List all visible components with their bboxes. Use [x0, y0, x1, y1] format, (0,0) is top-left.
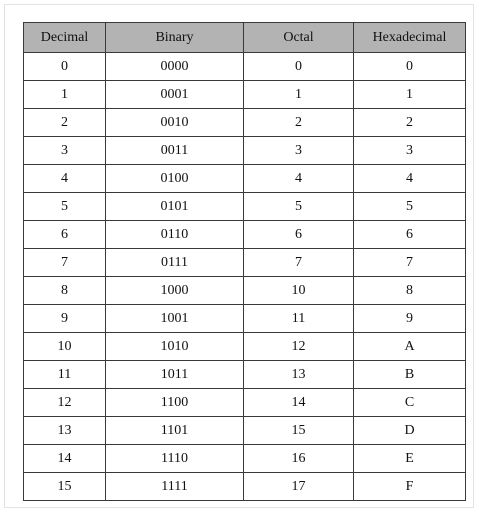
- hexadecimal-cell: 9: [354, 305, 466, 333]
- header-binary: Binary: [106, 23, 244, 53]
- table-row: [24, 361, 466, 389]
- octal-cell: 17: [244, 473, 354, 501]
- table-header: [24, 23, 466, 53]
- table-row: [24, 445, 466, 473]
- table-row: [24, 389, 466, 417]
- hexadecimal-cell: F: [354, 473, 466, 501]
- octal-cell: 7: [244, 249, 354, 277]
- table-row: [24, 277, 466, 305]
- octal-cell: 1: [244, 81, 354, 109]
- decimal-cell: 9: [24, 305, 106, 333]
- octal-cell: 10: [244, 277, 354, 305]
- hexadecimal-cell: 3: [354, 137, 466, 165]
- decimal-cell: 8: [24, 277, 106, 305]
- binary-cell: 1101: [106, 417, 244, 445]
- octal-cell: 11: [244, 305, 354, 333]
- binary-cell: 0100: [106, 165, 244, 193]
- binary-cell: 0101: [106, 193, 244, 221]
- octal-cell: 15: [244, 417, 354, 445]
- table-row: [24, 417, 466, 445]
- decimal-cell: 0: [24, 53, 106, 81]
- decimal-cell: 6: [24, 221, 106, 249]
- hexadecimal-cell: B: [354, 361, 466, 389]
- octal-cell: 0: [244, 53, 354, 81]
- octal-cell: 12: [244, 333, 354, 361]
- table-row: [24, 193, 466, 221]
- table-row: [24, 165, 466, 193]
- decimal-cell: 3: [24, 137, 106, 165]
- binary-cell: 1011: [106, 361, 244, 389]
- octal-cell: 6: [244, 221, 354, 249]
- number-system-conversion-table: [23, 22, 466, 501]
- table-row: [24, 221, 466, 249]
- decimal-cell: 11: [24, 361, 106, 389]
- decimal-cell: 5: [24, 193, 106, 221]
- decimal-cell: 7: [24, 249, 106, 277]
- hexadecimal-cell: 5: [354, 193, 466, 221]
- binary-cell: 0011: [106, 137, 244, 165]
- image-frame: [4, 4, 474, 508]
- binary-cell: 0000: [106, 53, 244, 81]
- hexadecimal-cell: D: [354, 417, 466, 445]
- decimal-cell: 14: [24, 445, 106, 473]
- octal-cell: 13: [244, 361, 354, 389]
- octal-cell: 14: [244, 389, 354, 417]
- octal-cell: 4: [244, 165, 354, 193]
- hexadecimal-cell: 8: [354, 277, 466, 305]
- decimal-cell: 4: [24, 165, 106, 193]
- hexadecimal-cell: 1: [354, 81, 466, 109]
- decimal-cell: 13: [24, 417, 106, 445]
- table-row: [24, 109, 466, 137]
- table-row: [24, 137, 466, 165]
- hexadecimal-cell: 6: [354, 221, 466, 249]
- hexadecimal-cell: 2: [354, 109, 466, 137]
- table-row: [24, 305, 466, 333]
- decimal-cell: 1: [24, 81, 106, 109]
- hexadecimal-cell: A: [354, 333, 466, 361]
- table-row: [24, 53, 466, 81]
- table-body: [24, 53, 466, 501]
- hexadecimal-cell: E: [354, 445, 466, 473]
- header-octal: Octal: [244, 23, 354, 53]
- binary-cell: 0111: [106, 249, 244, 277]
- decimal-cell: 15: [24, 473, 106, 501]
- header-hexadecimal: Hexadecimal: [354, 23, 466, 53]
- header-row: [24, 23, 466, 53]
- header-decimal: Decimal: [24, 23, 106, 53]
- binary-cell: 0010: [106, 109, 244, 137]
- decimal-cell: 10: [24, 333, 106, 361]
- table-row: [24, 333, 466, 361]
- binary-cell: 1100: [106, 389, 244, 417]
- binary-cell: 1000: [106, 277, 244, 305]
- table-row: [24, 81, 466, 109]
- decimal-cell: 12: [24, 389, 106, 417]
- octal-cell: 5: [244, 193, 354, 221]
- octal-cell: 16: [244, 445, 354, 473]
- binary-cell: 1111: [106, 473, 244, 501]
- decimal-cell: 2: [24, 109, 106, 137]
- binary-cell: 0110: [106, 221, 244, 249]
- octal-cell: 2: [244, 109, 354, 137]
- table-row: [24, 473, 466, 501]
- hexadecimal-cell: 0: [354, 53, 466, 81]
- binary-cell: 1110: [106, 445, 244, 473]
- binary-cell: 0001: [106, 81, 244, 109]
- hexadecimal-cell: 7: [354, 249, 466, 277]
- binary-cell: 1010: [106, 333, 244, 361]
- binary-cell: 1001: [106, 305, 244, 333]
- table-row: [24, 249, 466, 277]
- hexadecimal-cell: 4: [354, 165, 466, 193]
- hexadecimal-cell: C: [354, 389, 466, 417]
- octal-cell: 3: [244, 137, 354, 165]
